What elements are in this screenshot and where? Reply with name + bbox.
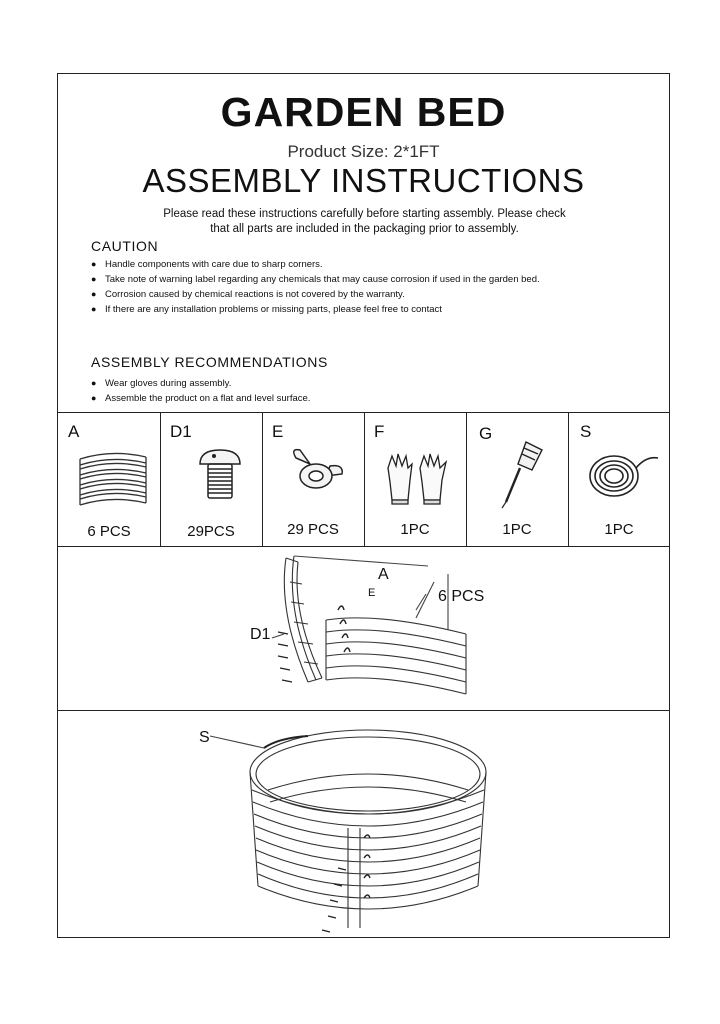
part-qty-g: 1PC (502, 521, 532, 538)
page-title: GARDEN BED (220, 89, 507, 135)
list-item: ● Handle components with care due to sharp corners. (91, 257, 561, 272)
intro-line: that all parts are included in the packaging prior to assembly. (210, 223, 519, 235)
part-qty-d1: 29PCS (187, 523, 235, 540)
part-letter-f: F (374, 422, 385, 441)
list-item: ● Assemble the product on a flat and level surface. (91, 391, 561, 406)
label-e: E (368, 587, 376, 599)
caution-heading: CAUTION (91, 238, 159, 254)
divider (58, 546, 669, 547)
completed-bed-diagram (188, 718, 518, 934)
caution-list (91, 257, 561, 317)
label-s: S (199, 729, 210, 746)
gloves-icon (384, 452, 452, 506)
recommendations-list (91, 376, 561, 406)
instruction-sheet (57, 73, 670, 938)
intro-text (88, 207, 641, 237)
recommendations-heading: ASSEMBLY RECOMMENDATIONS (91, 354, 328, 370)
list-item: ● Wear gloves during assembly. (91, 376, 561, 391)
panel-assembly-diagram (238, 552, 498, 700)
page-subtitle: ASSEMBLY INSTRUCTIONS (142, 162, 585, 199)
label-qty: 6 PCS (438, 588, 485, 605)
curved-panel-icon (76, 449, 150, 513)
part-qty-e: 29 PCS (287, 521, 339, 538)
list-item: ● If there are any installation problems or missing parts, please feel free to contact (91, 302, 561, 317)
intro-line: Please read these instructions carefully before starting assembly. Please check (163, 208, 566, 220)
product-size: Product Size: 2*1FT (287, 142, 440, 161)
edge-trim-icon (584, 446, 662, 504)
part-letter-g: G (479, 424, 493, 443)
wing-nut-icon (286, 446, 348, 498)
bolt-icon (194, 446, 250, 506)
part-qty-s: 1PC (604, 521, 634, 538)
screwdriver-icon (492, 438, 552, 510)
list-item: ● Corrosion caused by chemical reactions is not covered by the warranty. (91, 287, 561, 302)
part-letter-e: E (272, 422, 284, 441)
list-item: ● Take note of warning label regarding any chemicals that may cause corrosion if used in the garden bed. (91, 272, 561, 287)
part-letter-a: A (68, 422, 80, 441)
label-a: A (378, 566, 389, 583)
part-letter-d1: D1 (170, 422, 192, 441)
label-d1: D1 (250, 626, 271, 643)
part-letter-s: S (580, 422, 592, 441)
divider (58, 710, 669, 711)
part-qty-f: 1PC (400, 521, 430, 538)
part-qty-a: 6 PCS (87, 523, 131, 540)
